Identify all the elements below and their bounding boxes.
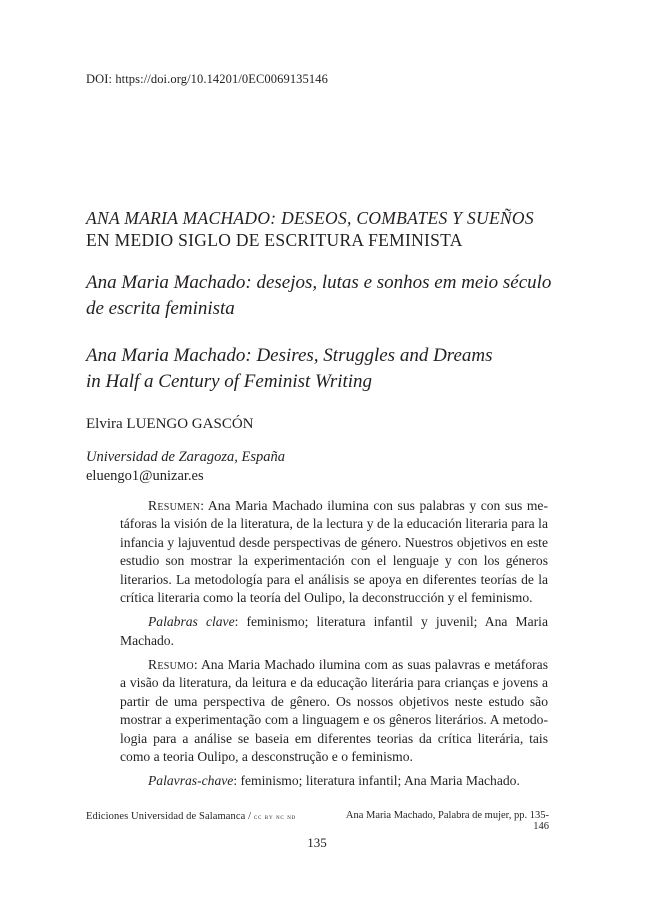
title-english-line2: in Half a Century of Feminist Writing — [86, 371, 373, 392]
author-family-name: LUENGO GASCÓN — [126, 416, 254, 432]
footer-publisher — [86, 811, 296, 822]
page-number: 135 — [307, 835, 327, 850]
keywords-spanish-label: Palabras clave — [148, 614, 235, 630]
title-portuguese-line1: Ana Maria Machado: desejos, lutas e sonhos em meio século — [86, 272, 552, 293]
abstract-spanish-body: Resumen: Ana Maria Machado ilumina con sus palabras y con sus metáforas la visión de la literatura, de la lectura y de la educación literaria para la infancia y lajuventud desde perspectivas de género. Nuestros objetivos en este estudio son mostrar la experimentación con el lenguaje y con los géneros literarios. La metodología para el análisis se apoya en diferentes teorías de la crítica literaria como la teoría del Oulipo, la deconstrucción y el feminismo. — [120, 498, 548, 606]
author-institution: Universidad de Zaragoza, España — [86, 449, 285, 465]
abstract-portuguese — [120, 656, 548, 791]
author-name — [86, 416, 254, 433]
title-english-line1: Ana Maria Machado: Desires, Struggles and Dreams — [86, 345, 493, 366]
abstract-portuguese-label: Resumo — [148, 657, 194, 672]
keywords-spanish: Palabras clave: feminismo; literatura infantil y juvenil; Ana Maria Machado. — [120, 614, 548, 648]
keywords-portuguese-label: Palavras-chave — [148, 773, 234, 789]
author-email[interactable]: eluengo1@unizar.es — [86, 468, 204, 484]
abstract-spanish — [120, 497, 548, 650]
title-portuguese-line2: de escrita feminista — [86, 298, 235, 319]
abstract-spanish-label: Resumen — [148, 498, 201, 513]
keywords-portuguese: Palavras-chave: feminismo; literatura infantil; Ana Maria Machado. — [148, 773, 520, 789]
footer-license: cc by nc nd — [253, 812, 297, 821]
keywords-spanish-text: feminismo; literatura infantil y juvenil; Ana Maria Machado. — [120, 614, 548, 648]
title-english — [86, 343, 586, 395]
abstract-spanish-text: Ana Maria Machado ilumina con sus palabras y con sus metáforas la visión de la literatura, de la lectura y de la educación literaria para la infancia y lajuventud desde perspectivas de género. Nuestros objetivos en este estudio son mostrar la experimentación con el lenguaje y con los géneros literarios. La metodología para el análisis se apoya en diferentes teorías de la crítica literaria como la teoría del Oulipo, la deconstrucción y el feminismo. — [120, 498, 548, 606]
doi-line: DOI: https://doi.org/10.14201/0EC0069135146 — [86, 72, 328, 86]
author-affiliation — [86, 448, 285, 486]
footer-citation: Ana Maria Machado, Palabra de mujer, pp. 135-146 — [345, 810, 549, 832]
author-given-name: Elvira — [86, 416, 123, 432]
keywords-portuguese-text: feminismo; literatura infantil; Ana Maria Machado. — [240, 773, 520, 789]
abstract-portuguese-body: Resumo: Ana Maria Machado ilumina com as suas palavras e metáforas a visão da literatura, da leitura e da educação literária para crianças e jovens a partir de uma perspectiva de gênero. Os nossos objetivos neste estudo são mostrar a experimentação com a linguagem e os gêneros literários. A metodologia para a análise se baseia em diferentes teorias da crítica literária, tais como a teoria Oulipo, a desconstrução e o feminismo. — [120, 657, 548, 765]
footer-publisher-name: Ediciones Universidad de Salamanca / — [86, 811, 254, 822]
abstract-portuguese-text: Ana Maria Machado ilumina com as suas palavras e metáforas a visão da literatura, da leitura e da educação literária para crianças e jovens a partir de uma perspectiva de gênero. Os nossos objetivos neste estudo são mostrar a experimentação com a linguagem e os gêneros literários. A metodologia para a análise se baseia em diferentes teorias da crítica literária, tais como a teoria Oulipo, a desconstrução e o feminismo. — [120, 657, 548, 765]
title-spanish-line1: ANA MARIA MACHADO: DESEOS, COMBATES Y SUEÑOS — [86, 208, 534, 228]
title-spanish — [86, 207, 586, 251]
title-spanish-line2: EN MEDIO SIGLO DE ESCRITURA FEMINISTA — [86, 230, 463, 250]
title-portuguese — [86, 270, 586, 322]
